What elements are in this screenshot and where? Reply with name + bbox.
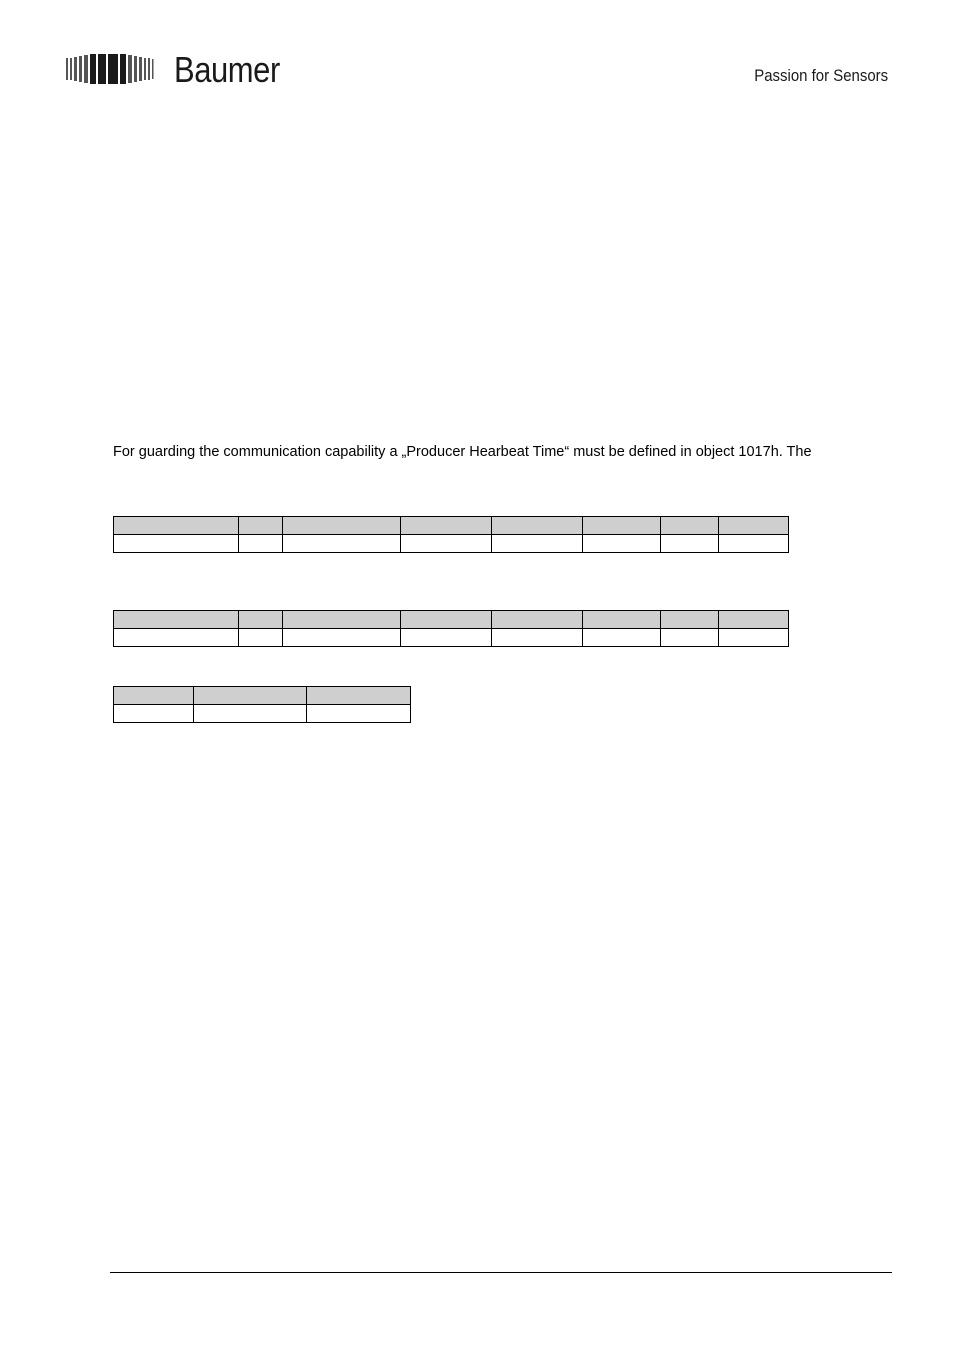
table-header-row: [114, 611, 789, 629]
message-table-2: [113, 610, 789, 647]
message-table-3: [113, 686, 411, 723]
brand-name: Baumer: [174, 49, 280, 90]
table-row: [114, 629, 789, 647]
table-row: [114, 705, 411, 723]
tagline: Passion for Sensors: [754, 66, 888, 85]
table-row: [114, 535, 789, 553]
company-logo: [66, 49, 291, 90]
body-paragraph: For guarding the communication capability a „Producer Hearbeat Time“ must be defined in object 1017h. The: [113, 444, 812, 460]
table-header-row: [114, 687, 411, 705]
footer-divider: [110, 1272, 892, 1273]
message-table-1: [113, 516, 789, 553]
baumer-bar-logo-icon: [66, 54, 162, 84]
table-header-row: [114, 517, 789, 535]
